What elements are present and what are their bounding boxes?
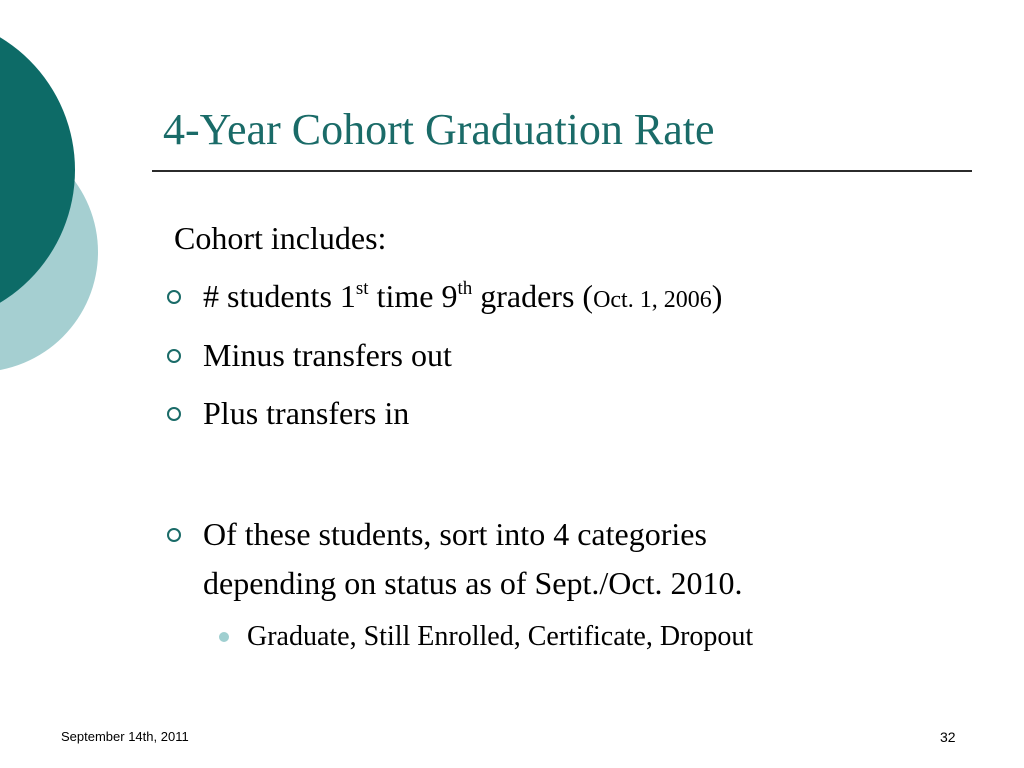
sub-bullet-categories: Graduate, Still Enrolled, Certificate, Dropout xyxy=(247,621,754,652)
bullet-sort-categories-line2: depending on status as of Sept./Oct. 2010. xyxy=(203,565,743,601)
bullet-text-close: ) xyxy=(711,278,723,314)
bullet-minus-transfers: Minus transfers out xyxy=(203,337,452,373)
hollow-circle-icon xyxy=(167,407,181,421)
slide-number: 32 xyxy=(940,729,956,745)
bullet-text-mid: time 9 xyxy=(368,278,458,314)
filled-dot-icon xyxy=(219,632,229,642)
slide-title: 4-Year Cohort Graduation Rate xyxy=(163,105,715,154)
hollow-circle-icon xyxy=(167,349,181,363)
hollow-circle-icon xyxy=(167,528,181,542)
ordinal-th: th xyxy=(457,278,473,299)
cohort-date: Oct. 1, 2006 xyxy=(593,287,712,313)
bullet-text-prefix: # students 1 xyxy=(203,278,356,314)
footer-date: September 14th, 2011 xyxy=(61,729,189,744)
bullet-plus-transfers: Plus transfers in xyxy=(203,395,410,431)
ordinal-st: st xyxy=(355,278,369,299)
bullet-text-suffix: graders ( xyxy=(472,278,594,314)
bullet-first-time-graders xyxy=(203,276,722,320)
hollow-circle-icon xyxy=(167,290,181,304)
cohort-intro: Cohort includes: xyxy=(174,220,387,256)
bullet-sort-categories-line1: Of these students, sort into 4 categories xyxy=(203,516,707,552)
